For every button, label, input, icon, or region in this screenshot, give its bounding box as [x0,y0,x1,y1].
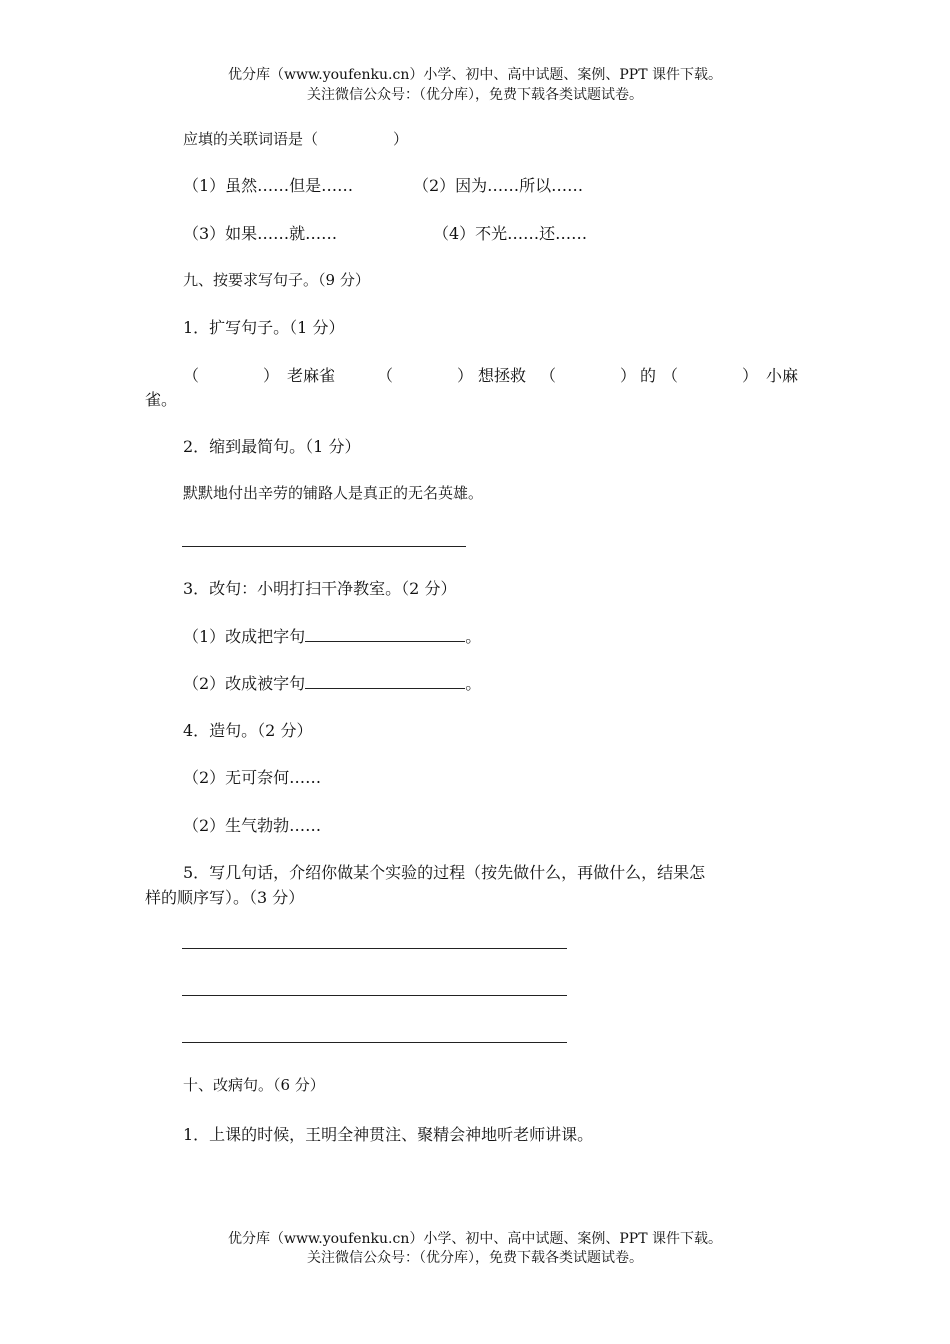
footer-line-2: 关注微信公众号：（优分库），免费下载各类试题试卷。 [307,1250,643,1266]
q9-4-title: 4．造句。（2 分） [183,721,313,740]
q8-prompt: 应填的关联词语是（ ） [183,130,409,148]
q9-1-continuation: 雀。 [145,390,178,409]
q9-2-sentence: 默默地付出辛劳的铺路人是真正的无名英雄。 [183,484,484,502]
q9-5-line-1: 5．写几句话，介绍你做某个实验的过程（按先做什么，再做什么，结果怎 [183,863,706,882]
q9-1-word-3: 的 [640,366,657,385]
q9-1-blank-3: （ ） [540,366,637,385]
q9-4-a: （2）无可奈何…… [183,768,322,787]
q9-1-word-2: 想拯救 [478,366,527,385]
q9-3-b [183,671,481,694]
q8-option-1: （1）虽然……但是…… [183,176,354,195]
q9-4-b: （2）生气勃勃…… [183,816,322,835]
q9-3-a-period: 。 [465,627,482,646]
q9-5-answer-line-2 [182,995,567,996]
q9-1-word-4: 小麻 [766,366,799,385]
q9-3-b-blank [305,672,465,689]
q9-1-title: 1．扩写句子。（1 分） [183,318,345,337]
q9-1-blank-1: （ ） [183,366,280,385]
footer-line-1: 优分库（www.youfenku.cn）小学、初中、高中试题、案例、PPT 课件下载。 [227,1231,722,1247]
q9-3-b-label: （2）改成被字句 [183,674,306,693]
section-10-title: 十、改病句。（6 分） [183,1076,325,1094]
q9-3-a-blank [305,625,465,642]
q9-1-blank-2: （ ） [377,366,474,385]
header-line-1: 优分库（www.youfenku.cn）小学、初中、高中试题、案例、PPT 课件下载。 [227,67,722,83]
q8-option-3: （3）如果……就…… [183,224,338,243]
q9-3-title: 3．改句：小明打扫干净教室。（2 分） [183,579,457,598]
header-line-2: 关注微信公众号：（优分库），免费下载各类试题试卷。 [307,87,643,103]
q9-1-blank-4: （ ） [662,366,759,385]
q9-2-answer-line [182,546,466,547]
q8-option-2: （2）因为……所以…… [413,176,584,195]
section-9-title: 九、按要求写句子。（9 分） [183,271,370,289]
q9-3-b-period: 。 [465,674,482,693]
q9-3-a [183,624,481,647]
q9-5-answer-line-1 [182,948,567,949]
q9-5-answer-line-3 [182,1042,567,1043]
q9-3-a-label: （1）改成把字句 [183,627,306,646]
q9-5-line-2: 样的顺序写）。（3 分） [145,888,305,907]
q9-2-title: 2．缩到最简句。（1 分） [183,437,361,456]
q9-1-word-1: 老麻雀 [287,366,336,385]
q8-option-4: （4）不光……还…… [433,224,588,243]
q10-1: 1．上课的时候，王明全神贯注、聚精会神地听老师讲课。 [183,1125,594,1144]
